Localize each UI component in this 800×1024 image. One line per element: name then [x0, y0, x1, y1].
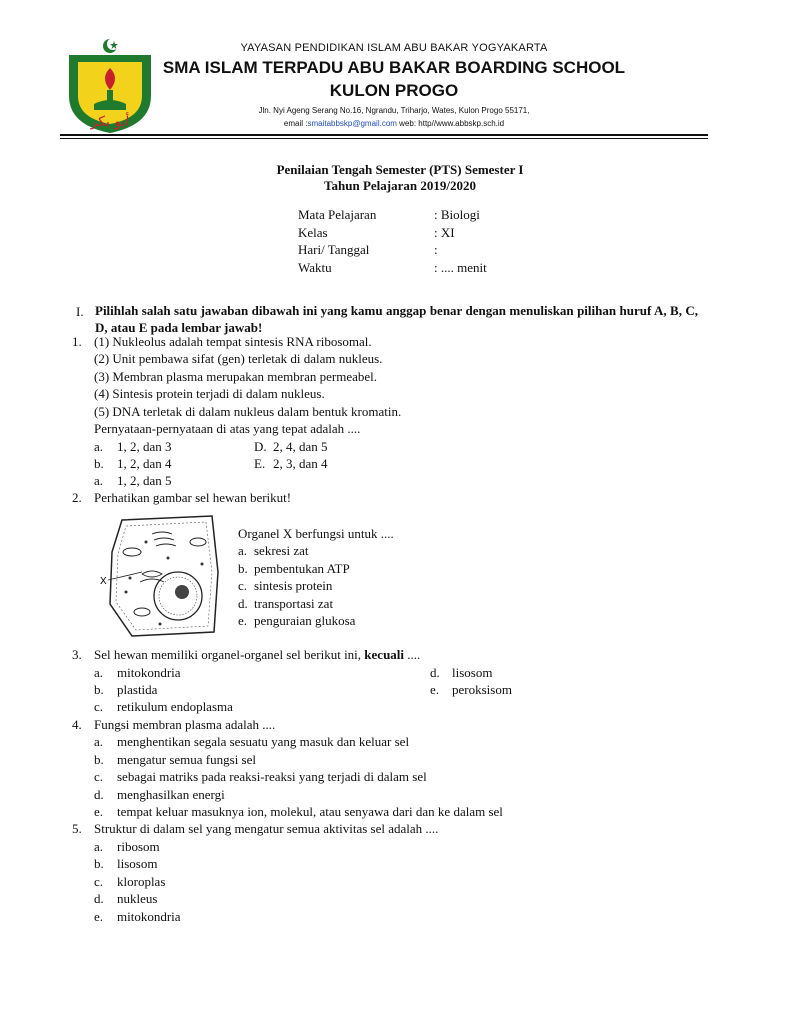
option-letter: b.: [238, 561, 248, 576]
option-text: menghentikan segala sesuatu yang masuk dan keluar sel: [117, 734, 410, 749]
option-letter: e.: [94, 909, 104, 924]
option-letter: a.: [94, 439, 104, 454]
option-text: 1, 2, dan 3: [117, 439, 172, 454]
option-text: mengatur semua fungsi sel: [117, 752, 256, 767]
statement: (1) Nukleolus adalah tempat sintesis RNA ribosomal.: [94, 334, 372, 349]
option-letter: a.: [94, 839, 104, 854]
meta-value: : Biologi: [434, 207, 480, 222]
option-letter: e.: [430, 682, 440, 697]
school-region: KULON PROGO: [329, 81, 459, 100]
option-text: 2, 4, dan 5: [273, 439, 328, 454]
figure-label-x: X: [100, 576, 107, 587]
option-text: nukleus: [117, 891, 158, 906]
option-text: kloroplas: [117, 874, 166, 889]
option-text: pembentukan ATP: [254, 561, 350, 576]
option-text: lisosom: [452, 665, 493, 680]
question-number: 1.: [72, 334, 82, 349]
question-text: [94, 647, 420, 663]
option-letter: e.: [94, 804, 104, 819]
option-letter: E.: [254, 456, 266, 471]
option-letter: b.: [94, 752, 104, 767]
header-divider: [60, 134, 708, 136]
option-letter: c.: [94, 769, 104, 784]
option-text: mitokondria: [117, 665, 181, 680]
statement: (2) Unit pembawa sifat (gen) terletak di dalam nukleus.: [94, 351, 383, 366]
question-number: 5.: [72, 821, 82, 836]
option-text: peroksisom: [452, 682, 512, 697]
section-number: I.: [76, 304, 84, 319]
option-letter: a.: [94, 734, 104, 749]
option-text: sebagai matriks pada reaksi-reaksi yang terjadi di dalam sel: [117, 769, 427, 784]
exam-title: Penilaian Tengah Semester (PTS) Semester I: [276, 162, 524, 177]
option-letter: a.: [238, 543, 248, 558]
question-number: 2.: [72, 490, 82, 505]
option-text: 1, 2, dan 4: [117, 456, 172, 471]
option-text: plastida: [117, 682, 158, 697]
option-letter: d.: [94, 787, 104, 802]
school-name: SMA ISLAM TERPADU ABU BAKAR BOARDING SCHOOL: [162, 58, 626, 77]
option-letter: D.: [254, 439, 267, 454]
option-letter: d.: [238, 596, 248, 611]
meta-label: Hari/ Tanggal: [298, 242, 370, 257]
option-letter: c.: [94, 874, 104, 889]
question-text: Struktur di dalam sel yang mengatur semua aktivitas sel adalah ....: [94, 821, 439, 836]
question-number: 4.: [72, 717, 82, 732]
option-letter: d.: [94, 891, 104, 906]
email-link[interactable]: smaitabbskp@gmail.com: [307, 119, 397, 128]
option-text: retikulum endoplasma: [117, 699, 233, 714]
section-instruction: Pilihlah salah satu jawaban dibawah ini yang kamu anggap benar dengan menuliskan pilihan huruf A, B, C, D, atau E pada lembar jawab!: [95, 303, 698, 335]
option-text: tempat keluar masuknya ion, molekul, atau senyawa dari dan ke dalam sel: [117, 804, 503, 819]
option-letter: a.: [94, 665, 104, 680]
school-contact: [0, 119, 788, 128]
meta-value: : .... menit: [434, 260, 487, 275]
question-emphasis: kecuali: [364, 647, 405, 662]
endoplasmic-reticulum: [140, 571, 164, 582]
option-text: lisosom: [117, 856, 158, 871]
option-letter: c.: [238, 578, 248, 593]
option-letter: b.: [94, 682, 104, 697]
option-text: transportasi zat: [254, 596, 334, 611]
meta-label: Kelas: [298, 225, 328, 240]
web-label: web:: [396, 119, 419, 128]
option-letter: a.: [94, 473, 104, 488]
option-text: penguraian glukosa: [254, 613, 356, 628]
question-suffix: ....: [404, 647, 421, 662]
nucleolus: [175, 585, 189, 599]
option-letter: d.: [430, 665, 440, 680]
web-link[interactable]: http//www.abbskp.sch.id: [418, 119, 505, 128]
header-divider-thin: [60, 138, 708, 139]
option-letter: c.: [94, 699, 104, 714]
option-text: ribosom: [117, 839, 160, 854]
question-prompt: Pernyataan-pernyataan di atas yang tepat adalah ....: [94, 421, 361, 436]
statement: (5) DNA terletak di dalam nukleus dalam bentuk kromatin.: [94, 404, 402, 419]
logo-arabic-text: أبو بكر: [90, 114, 130, 130]
option-text: sintesis protein: [254, 578, 333, 593]
school-address: Jln. Nyi Ageng Serang No.16, Ngrandu, Triharjo, Wates, Kulon Progo 55171,: [258, 106, 530, 115]
question-text: Fungsi membran plasma adalah ....: [94, 717, 276, 732]
statement: (4) Sintesis protein terjadi di dalam nukleus.: [94, 386, 325, 401]
option-text: mitokondria: [117, 909, 181, 924]
meta-value: :: [434, 242, 438, 257]
option-text: 2, 3, dan 4: [273, 456, 328, 471]
option-text: sekresi zat: [254, 543, 309, 558]
email-label: email :: [283, 119, 308, 128]
meta-label: Waktu: [298, 260, 332, 275]
animal-cell-diagram: [102, 512, 222, 640]
meta-value: : XI: [434, 225, 455, 240]
question-prompt: Organel X berfungsi untuk ....: [238, 526, 394, 541]
option-text: 1, 2, dan 5: [117, 473, 172, 488]
question-number: 3.: [72, 647, 82, 662]
statement: (3) Membran plasma merupakan membran permeabel.: [94, 369, 377, 384]
meta-label: Mata Pelajaran: [298, 207, 377, 222]
option-letter: b.: [94, 856, 104, 871]
foundation-name: YAYASAN PENDIDIKAN ISLAM ABU BAKAR YOGYAKARTA: [240, 42, 548, 54]
question-text: Perhatikan gambar sel hewan berikut!: [94, 490, 292, 505]
option-text: menghasilkan energi: [117, 787, 225, 802]
exam-year: Tahun Pelajaran 2019/2020: [324, 178, 476, 193]
mitochondrion: [123, 548, 141, 556]
pointer-line-x: [108, 572, 142, 580]
option-letter: b.: [94, 456, 104, 471]
question-text-main: Sel hewan memiliki organel-organel sel berikut ini,: [94, 647, 362, 662]
option-letter: e.: [238, 613, 248, 628]
